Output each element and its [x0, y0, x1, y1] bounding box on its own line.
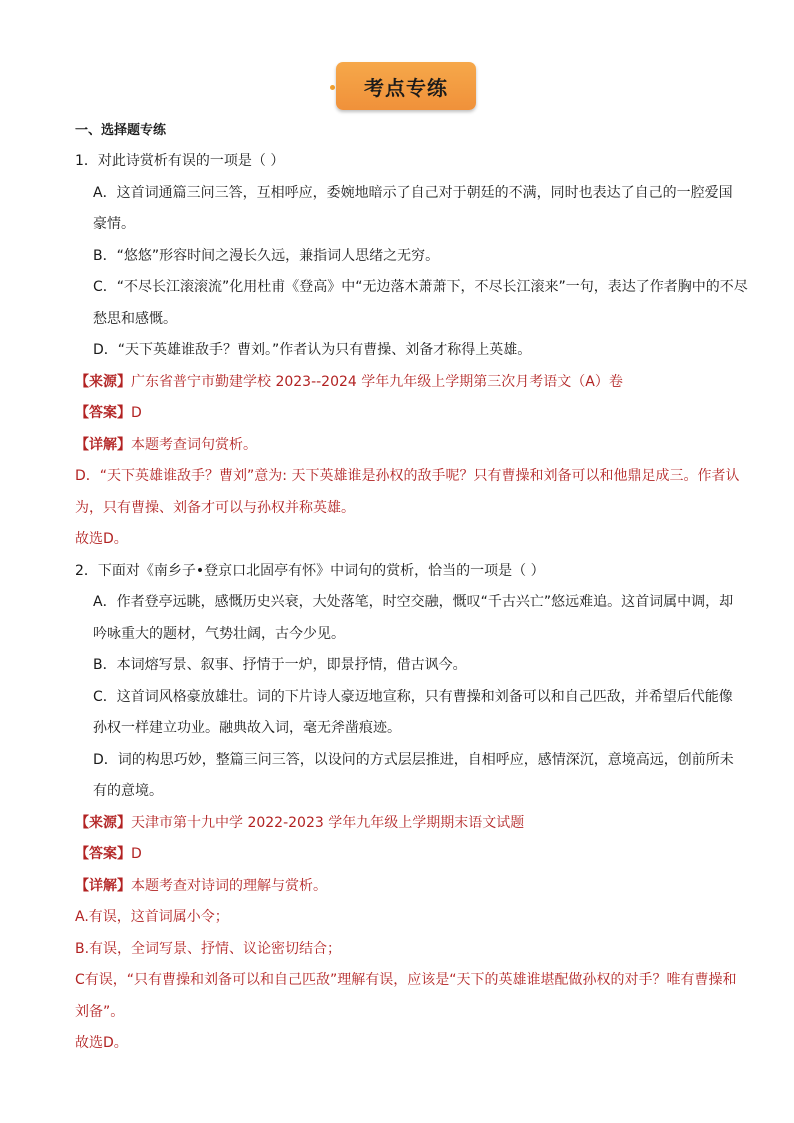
- q2-detail-text: 本题考查对诗词的理解与赏析。: [131, 877, 327, 894]
- q1-answer-value: D: [131, 405, 142, 421]
- q1-answer: [75, 398, 745, 430]
- q2-answer-label: 【答案】: [75, 846, 131, 862]
- q1-option-a-line1: A．这首词通篇三问三答，互相呼应，委婉地暗示了自己对于朝廷的不满，同时也表达了自己的一腔爱国: [93, 184, 733, 201]
- q2-source: [75, 808, 745, 840]
- q1-stem: 1．对此诗赏析有误的一项是（ ）: [75, 153, 285, 169]
- q1-explanation-line2: 为，只有曹操、刘备才可以与孙权并称英雄。: [75, 499, 355, 516]
- q2-answer-value: D: [131, 846, 142, 862]
- q2-option-d-line2: 有的意境。: [93, 783, 163, 799]
- q2-source-label: 【来源】: [75, 814, 131, 831]
- q2-answer: [75, 839, 745, 871]
- q2-conclusion: 故选D。: [75, 1035, 128, 1051]
- q1-option-c-line2: 愁思和感慨。: [93, 310, 177, 327]
- q1-conclusion: 故选D。: [75, 531, 128, 547]
- q1-detail-label: 【详解】: [75, 436, 131, 453]
- q1-detail-text: 本题考查词句赏析。: [131, 436, 257, 453]
- q1-explanation-line1: D．“天下英雄谁敌手？曹刘”意为: 天下英雄谁是孙权的敌手呢？只有曹操和刘备可以和他鼎足成三。作者认: [75, 468, 740, 484]
- section-badge: [330, 62, 480, 112]
- q1-option-b: B．“悠悠”形容时间之漫长久远，兼指词人思绪之无穷。: [93, 247, 440, 264]
- badge-label: 考点专练: [336, 62, 476, 110]
- q1-option-d: D．“天下英雄谁敌手？曹刘。”作者认为只有曹操、刘备才称得上英雄。: [93, 342, 532, 358]
- q2-option-a-line1: A．作者登亭远眺，感慨历史兴衰，大处落笔，时空交融，慨叹“千古兴亡”悠远难追。这首词属中调，却: [93, 594, 734, 610]
- q2-option-c-line1: C．这首词风格豪放雄壮。词的下片诗人豪迈地宣称，只有曹操和刘备可以和自己匹敌，并希望后代能像: [93, 688, 733, 705]
- q1-option-c-line1: C．“不尽长江滚滚流”化用杜甫《登高》中“无边落木萧萧下，不尽长江滚来”一句，表达了作者胸中的不尽: [93, 279, 748, 295]
- q2-option-a-line2: 吟咏重大的题材，气势壮阔，古今少见。: [93, 625, 345, 642]
- q1-source-text: 广东省普宁市勤建学校 2023--2024 学年九年级上学期第三次月考语文（A）卷: [131, 373, 623, 390]
- badge-dot: [330, 85, 335, 90]
- q2-explanation-c-line1: C有误，“只有曹操和刘备可以和自己匹敌”理解有误，应该是“天下的英雄谁堪配做孙权的对手？唯有曹操和: [75, 972, 737, 988]
- q1-detail: [75, 430, 745, 462]
- q1-answer-label: 【答案】: [75, 405, 131, 421]
- section-title: 一、选择题专练: [75, 123, 167, 138]
- q2-option-c-line2: 孙权一样建立功业。融典故入词，毫无斧凿痕迹。: [93, 720, 401, 736]
- q2-option-d-line1: D．词的构思巧妙，整篇三问三答，以设问的方式层层推进，自相呼应，感情深沉，意境高远，创前所未: [93, 751, 734, 768]
- q1-source: [75, 367, 745, 399]
- q2-explanation-b: B.有误，全词写景、抒情、议论密切结合；: [75, 940, 342, 957]
- q1-option-a-line2: 豪情。: [93, 216, 135, 232]
- q2-source-text: 天津市第十九中学 2022-2023 学年九年级上学期期末语文试题: [131, 814, 525, 831]
- q2-explanation-c-line2: 刘备”。: [75, 1003, 125, 1020]
- q2-detail-label: 【详解】: [75, 877, 131, 894]
- q2-stem: 2．下面对《南乡子•登京口北固亭有怀》中词句的赏析，恰当的一项是（ ）: [75, 562, 545, 579]
- q1-source-label: 【来源】: [75, 373, 131, 390]
- q2-explanation-a: A.有误，这首词属小令；: [75, 909, 229, 925]
- q2-detail: [75, 871, 745, 903]
- document-body: [75, 120, 748, 1060]
- q2-option-b: B．本词熔写景、叙事、抒情于一炉，即景抒情，借古讽今。: [93, 657, 467, 673]
